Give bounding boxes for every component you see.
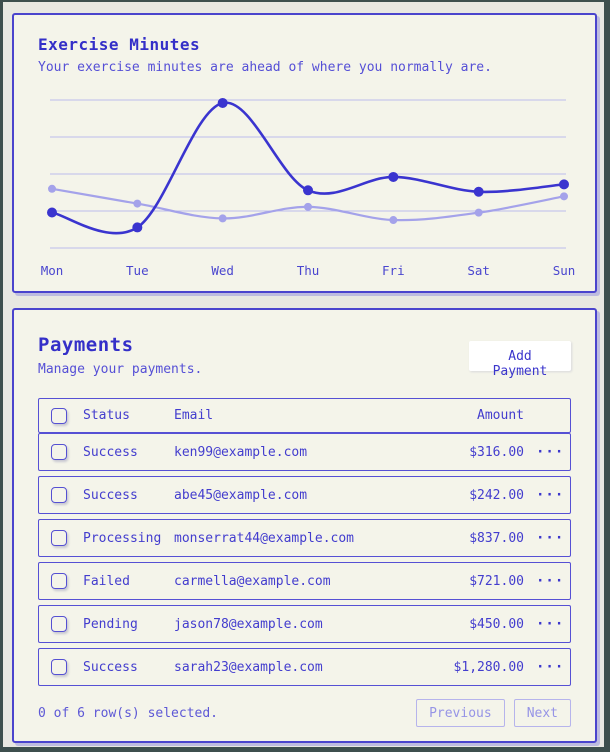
exercise-card-subtitle: Your exercise minutes are ahead of where you normally are. bbox=[38, 60, 492, 75]
previous-page-button[interactable]: Previous bbox=[416, 699, 505, 727]
data-point-today bbox=[474, 187, 484, 197]
row-menu-button[interactable]: ··· bbox=[536, 573, 565, 589]
payment-amount: $837.00 bbox=[469, 530, 524, 546]
data-point-average bbox=[133, 200, 141, 208]
x-axis-label: Sun bbox=[552, 263, 576, 278]
x-axis-label: Mon bbox=[40, 263, 64, 278]
payment-amount: $721.00 bbox=[469, 573, 524, 589]
add-payment-button[interactable]: Add Payment bbox=[469, 341, 571, 371]
payments-card-subtitle: Manage your payments. bbox=[38, 362, 203, 377]
table-row[interactable] bbox=[38, 605, 571, 643]
table-row[interactable] bbox=[38, 476, 571, 514]
payments-table-footer bbox=[38, 699, 571, 727]
next-page-button[interactable]: Next bbox=[514, 699, 571, 727]
table-row[interactable] bbox=[38, 562, 571, 600]
table-row[interactable] bbox=[38, 648, 571, 686]
data-point-today bbox=[559, 179, 569, 189]
payment-status: Failed bbox=[83, 573, 130, 589]
data-point-average bbox=[304, 203, 312, 211]
email-column-header: Email bbox=[174, 408, 214, 423]
data-point-today bbox=[218, 98, 228, 108]
row-checkbox[interactable] bbox=[51, 444, 67, 460]
data-point-today bbox=[388, 172, 398, 182]
data-point-average bbox=[475, 209, 483, 217]
x-axis-label: Sat bbox=[467, 263, 490, 278]
data-point-average bbox=[389, 216, 397, 224]
payments-table-header-row bbox=[38, 398, 571, 433]
row-checkbox[interactable] bbox=[51, 487, 67, 503]
payment-status: Success bbox=[83, 487, 138, 503]
payments-table bbox=[38, 398, 571, 686]
payments-table-body bbox=[38, 433, 571, 686]
data-point-today bbox=[47, 207, 57, 217]
row-checkbox[interactable] bbox=[51, 659, 67, 675]
payment-amount: $450.00 bbox=[469, 616, 524, 632]
rows-selected-status: 0 of 6 row(s) selected. bbox=[38, 705, 219, 721]
select-all-checkbox[interactable] bbox=[51, 408, 67, 424]
payment-amount: $1,280.00 bbox=[453, 659, 524, 675]
data-point-average bbox=[219, 214, 227, 222]
payments-card-header bbox=[38, 334, 571, 377]
data-point-average bbox=[48, 185, 56, 193]
row-menu-button[interactable]: ··· bbox=[536, 616, 565, 632]
payment-email: monserrat44@example.com bbox=[174, 530, 355, 546]
payment-amount: $316.00 bbox=[469, 444, 524, 460]
data-point-today bbox=[132, 222, 142, 232]
exercise-line-chart bbox=[14, 78, 595, 288]
row-menu-button[interactable]: ··· bbox=[536, 487, 565, 503]
row-menu-button[interactable]: ··· bbox=[536, 444, 565, 460]
payment-amount: $242.00 bbox=[469, 487, 524, 503]
payment-email: jason78@example.com bbox=[174, 616, 323, 632]
row-menu-button[interactable]: ··· bbox=[536, 530, 565, 546]
x-axis-label: Thu bbox=[296, 263, 320, 278]
payment-email: carmella@example.com bbox=[174, 573, 331, 589]
x-axis-label: Wed bbox=[211, 263, 234, 278]
table-row[interactable] bbox=[38, 519, 571, 557]
payments-card-title: Payments bbox=[38, 334, 134, 356]
exercise-card-title: Exercise Minutes bbox=[38, 35, 201, 54]
x-axis-label: Tue bbox=[126, 263, 149, 278]
payments-title-block bbox=[38, 334, 202, 377]
data-point-today bbox=[303, 185, 313, 195]
payment-status: Processing bbox=[83, 530, 162, 546]
payment-email: ken99@example.com bbox=[174, 444, 308, 460]
row-checkbox[interactable] bbox=[51, 616, 67, 632]
amount-column-header: Amount bbox=[477, 408, 524, 423]
payments-card bbox=[12, 308, 597, 743]
row-checkbox[interactable] bbox=[51, 530, 67, 546]
payment-status: Success bbox=[83, 659, 138, 675]
payment-status: Pending bbox=[83, 616, 138, 632]
x-axis-label: Fri bbox=[382, 263, 405, 278]
row-menu-button[interactable]: ··· bbox=[536, 659, 565, 675]
series-line-today bbox=[52, 103, 564, 234]
exercise-minutes-card bbox=[12, 13, 597, 293]
row-checkbox[interactable] bbox=[51, 573, 67, 589]
payment-email: sarah23@example.com bbox=[174, 659, 323, 675]
data-point-average bbox=[560, 192, 568, 200]
payment-email: abe45@example.com bbox=[174, 487, 308, 503]
status-column-header: Status bbox=[83, 408, 130, 423]
table-row[interactable] bbox=[38, 433, 571, 471]
payment-status: Success bbox=[83, 444, 138, 460]
